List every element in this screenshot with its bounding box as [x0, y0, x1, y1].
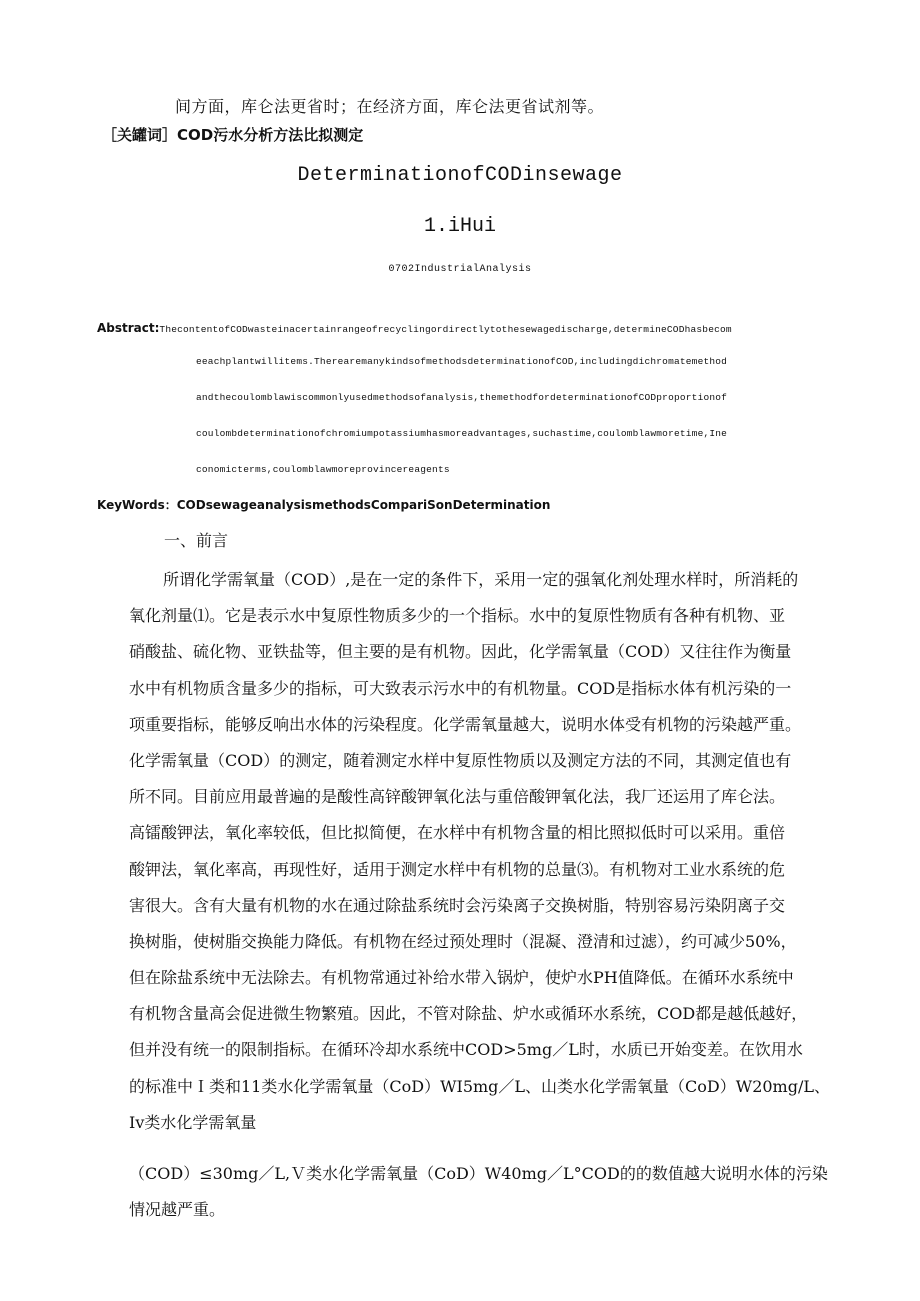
abstract-line: ThecontentofCODwasteinacertainrangeofrecyclingordirectlytothesewagedischarge,determineCODhasbecom [159, 324, 732, 335]
continuation-line: 间方面，库仑法更省时；在经济方面，库仑法更省试剂等。 [175, 97, 605, 116]
keywords-zh-text: COD污水分析方法比拟测定 [177, 126, 364, 144]
body-line: 硝酸盐、硫化物、亚铁盐等，但主要的是有机物。因此，化学需氧量（COD）又往往作为衡量 [129, 642, 792, 662]
body-line: 氧化剂量⑴。它是表示水中复原性物质多少的一个指标。水中的复原性物质有各种有机物、亚 [129, 606, 786, 626]
body-line: 项重要指标，能够反响出水体的污染程度。化学需氧量越大，说明水体受有机物的污染越严重。 [129, 714, 802, 734]
body-line: Iv类水化学需氧量 [129, 1112, 257, 1132]
abstract-line: conomicterms,coulomblawmoreprovincereagents [196, 464, 450, 475]
tail-line: 情况越严重。 [129, 1200, 226, 1219]
tail-line: （COD）≤30mg／L,Ｖ类水化学需氧量（CoD）W40mg／L°COD的的数值越大说明水体的污染 [129, 1164, 828, 1183]
body-line: 换树脂，使树脂交换能力降低。有机物在经过预处理时（混凝、澄清和过滤），约可减少50%， [129, 931, 797, 951]
abstract-line: andthecoulomblawiscommonlyusedmethodsofanalysis,themethodfordeterminationofCODproportionof [196, 392, 728, 403]
body-line: 但在除盐系统中无法除去。有机物常通过补给水带入锅炉，使炉水PH值降低。在循环水系统中 [129, 968, 794, 988]
english-abstract [97, 318, 837, 488]
body-line: 但并没有统一的限制指标。在循环冷却水系统中COD>5mg／L时，水质已开始变差。在饮用水 [129, 1040, 803, 1060]
section-heading: 一、前言 [164, 531, 229, 550]
english-author: 1.iHui [423, 215, 496, 238]
body-line: 化学需氧量（COD）的测定，随着测定水样中复原性物质以及测定方法的不同，其测定值也有 [129, 750, 792, 770]
abstract-line: coulombdeterminationofchromiumpotassiumhasmoreadvantages,suchastime,coulomblawmoretime,Ine [196, 428, 728, 439]
keywords-zh-label: ［关罐词］ [102, 126, 178, 144]
english-department: 0702IndustrialAnalysis [388, 264, 532, 275]
abstract-label: Abstract: [97, 321, 160, 335]
body-line: 害很大。含有大量有机物的水在通过除盐系统时会污染离子交换树脂，特别容易污染阴离子交 [129, 895, 786, 915]
body-line: 高镭酸钾法，氧化率较低，但比拟简便，在水样中有机物含量的相比照拟低时可以采用。重倍 [129, 823, 786, 843]
body-line: 水中有机物质含量多少的指标，可大致表示污水中的有机物量。COD是指标水体有机污染的一 [129, 678, 792, 698]
tail-paragraph [129, 1156, 829, 1228]
body-line: 酸钾法，氧化率高，再现性好，适用于测定水样中有机物的总量⑶。有机物对工业水系统的危 [129, 859, 786, 879]
english-title: DeterminationofCODinsewage [297, 164, 623, 187]
abstract-line: eeachplantwillitems.TherearemanykindsofmethodsdeterminationofCOD,includingdichromatemethod [196, 356, 728, 367]
body-line: 所不同。目前应用最普遍的是酸性高锌酸钾氧化法与重倍酸钾氧化法，我厂还运用了库仑法。 [129, 787, 786, 807]
body-paragraph [129, 562, 829, 1141]
body-line: 的标准中Ｉ类和11类水化学需氧量（CoD）WI5mg／L、山类水化学需氧量（CoD）W20mg/L、 [129, 1076, 830, 1096]
body-line: 所谓化学需氧量（COD）,是在一定的条件下，采用一定的强氧化剂处理水样时，所消耗的 [163, 570, 799, 589]
keywords-en: KeyWords：CODsewageanalysismethodsCompariSonDetermination [97, 498, 551, 512]
keywords-zh [102, 124, 363, 145]
body-line: 有机物含量高会促进微生物繁殖。因此，不管对除盐、炉水或循环水系统，COD都是越低越好， [129, 1004, 808, 1024]
